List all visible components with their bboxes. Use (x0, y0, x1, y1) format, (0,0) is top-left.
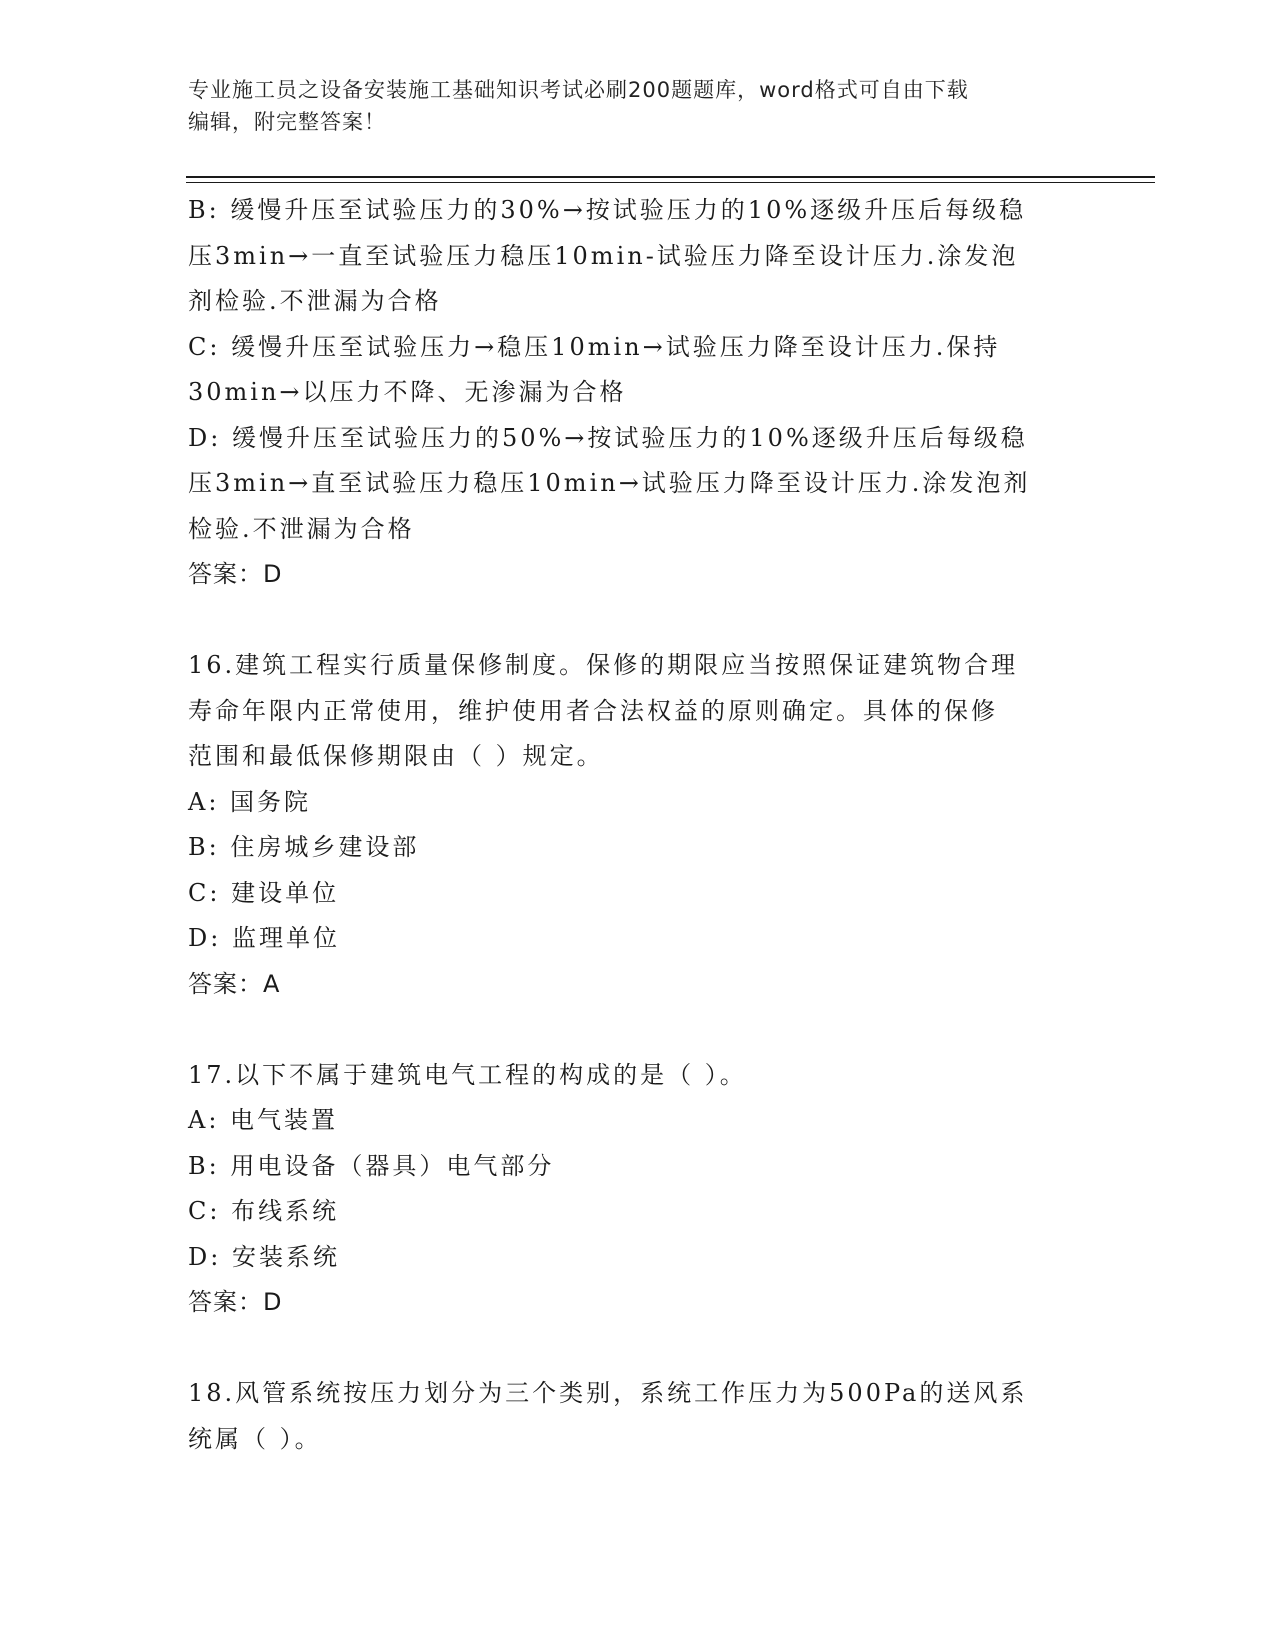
question-18-stem-line-2: 统属（ ）。 (188, 1424, 322, 1453)
header-line-1: 专业施工员之设备安装施工基础知识考试必刷200题题库，word格式可自由下载 (188, 78, 969, 102)
answer-15: 答案：D (188, 560, 283, 588)
question-17 (188, 1053, 1088, 1326)
question-17-option-d: D: 安装系统 (188, 1242, 340, 1271)
question-16-stem-line-2: 寿命年限内正常使用，维护使用者合法权益的原则确定。具体的保修 (188, 696, 998, 725)
option-d-line-1: D: 缓慢升压至试验压力的50%→按试验压力的10%逐级升压后每级稳 (188, 423, 1028, 452)
option-b-line-3: 剂检验.不泄漏为合格 (188, 287, 442, 315)
question-18-stem-line-1: 18.风管系统按压力划分为三个类别，系统工作压力为500Pa的送风系 (188, 1379, 1028, 1407)
question-15 (188, 188, 1088, 598)
question-17-option-c: C: 布线系统 (188, 1197, 340, 1225)
question-18 (188, 1371, 1088, 1462)
question-16-stem-line-3: 范围和最低保修期限由（ ）规定。 (188, 742, 604, 770)
option-b-line-2: 压3min→一直至试验压力稳压10min-试验压力降至设计压力.涂发泡 (188, 241, 1019, 270)
option-c-line-2: 30min→以压力不降、无渗漏为合格 (188, 378, 627, 406)
header-rule-thick (186, 176, 1155, 178)
page-header (188, 74, 1068, 138)
question-16-option-a: A: 国务院 (188, 787, 312, 816)
option-b-line-1: B: 缓慢升压至试验压力的30%→按试验压力的10%逐级升压后每级稳 (188, 196, 1027, 224)
question-16-option-b: B: 住房城乡建设部 (188, 833, 420, 861)
question-17-option-a: A: 电气装置 (188, 1106, 339, 1134)
question-16-stem-line-1: 16.建筑工程实行质量保修制度。保修的期限应当按照保证建筑物合理 (188, 651, 1019, 679)
header-rule-thin (186, 182, 1155, 183)
question-16 (188, 643, 1088, 1007)
header-line-2: 编辑，附完整答案！ (188, 110, 386, 134)
question-16-option-d: D: 监理单位 (188, 924, 340, 952)
answer-16: 答案：A (188, 969, 281, 998)
option-d-line-2: 压3min→直至试验压力稳压10min→试验压力降至设计压力.涂发泡剂 (188, 469, 1031, 497)
question-16-option-c: C: 建设单位 (188, 878, 340, 907)
spacer (188, 1326, 1088, 1372)
spacer (188, 598, 1088, 644)
question-17-stem-line-1: 17.以下不属于建筑电气工程的构成的是（ ）。 (188, 1060, 747, 1089)
document-body (188, 188, 1088, 1462)
question-17-option-b: B: 用电设备（器具）电气部分 (188, 1151, 555, 1180)
spacer (188, 1007, 1088, 1053)
answer-17: 答案：D (188, 1288, 283, 1316)
option-d-line-3: 检验.不泄漏为合格 (188, 514, 415, 543)
option-c-line-1: C: 缓慢升压至试验压力→稳压10min→试验压力降至设计压力.保持 (188, 332, 1001, 361)
